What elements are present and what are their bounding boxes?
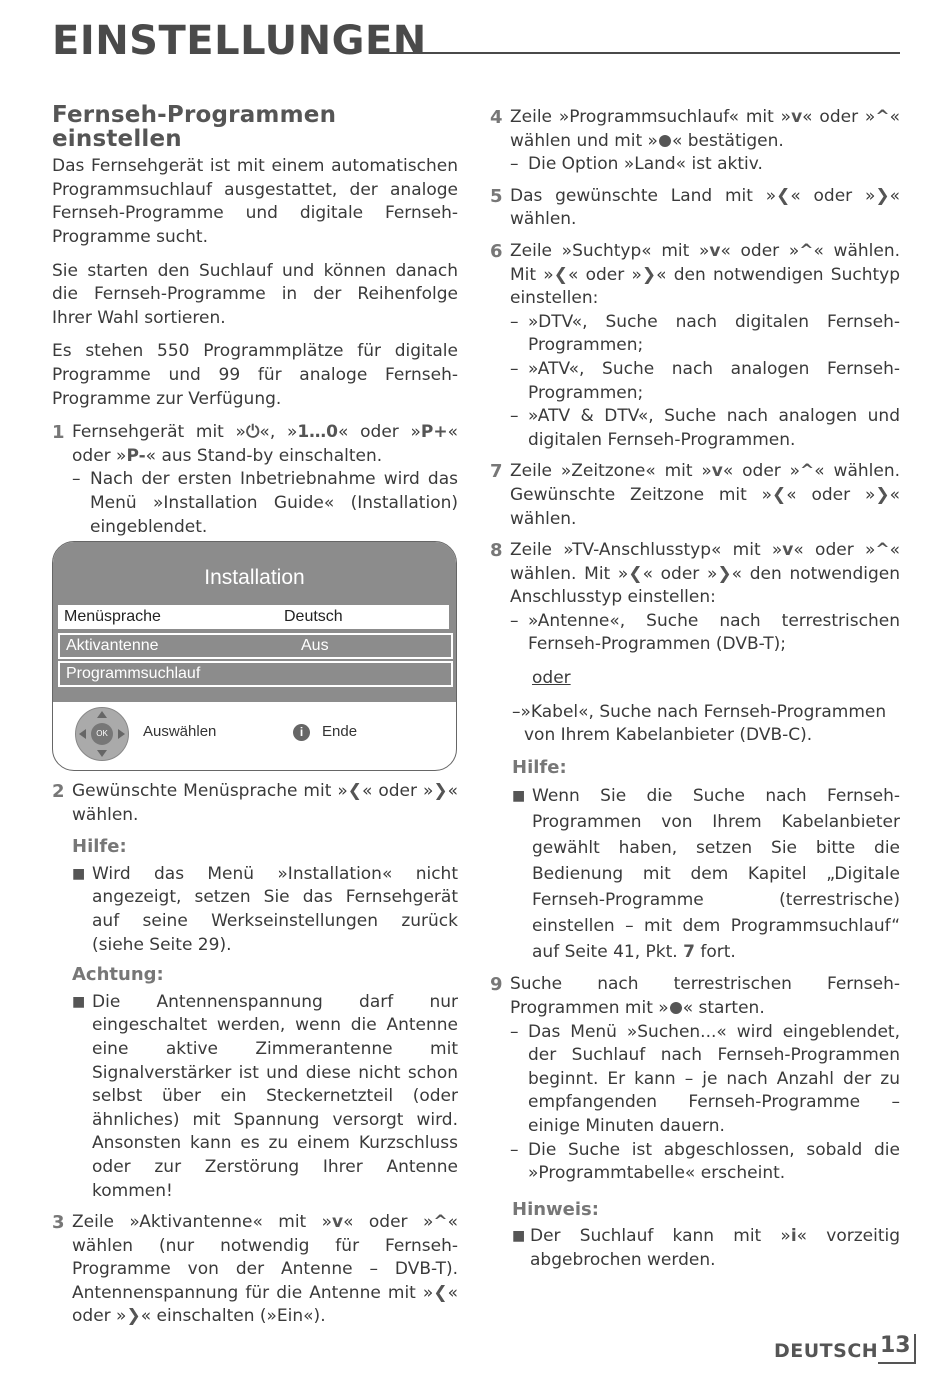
step-9-dash-2	[510, 1139, 900, 1186]
text: «, »	[259, 422, 298, 443]
text: Gewünschte Menüsprache mit »	[72, 781, 348, 801]
dash-mark: –	[510, 1021, 519, 1042]
down-arrow-icon: v	[709, 240, 721, 261]
page-number-bar	[914, 1334, 916, 1364]
step-2	[52, 780, 458, 827]
step-6-dash-3	[510, 405, 900, 452]
oder-label: oder	[532, 668, 571, 689]
text: « wählen.	[510, 185, 900, 230]
step-number: 4	[490, 107, 503, 128]
step-1	[52, 421, 458, 539]
info-key-icon: i	[790, 1226, 797, 1247]
step-3	[52, 1211, 458, 1329]
text: « wählen. Gewünschte Zeitzone mit »	[510, 461, 900, 505]
intro-paragraph-1: Das Fernsehgerät ist mit einem automatischen Programmsuchlauf ausgestattet, der analoge Fernseh-Programme und digitale Fernseh-Programme sucht.	[52, 156, 458, 247]
left-arrow-icon: ❮	[776, 185, 791, 206]
menu-row-aktivantenne[interactable]	[58, 633, 453, 659]
text: « bestätigen.	[671, 130, 784, 151]
step-4	[490, 106, 900, 177]
up-arrow-icon: ^	[875, 540, 890, 561]
menu-row-label: Programmsuchlauf	[66, 665, 201, 682]
step-9-dash-1	[510, 1021, 900, 1139]
text: « oder »	[338, 422, 421, 443]
dash-text: Die Option »Land« ist aktiv.	[528, 154, 763, 175]
dash-text: »ATV«, Suche nach analogen Fernseh-Programmen;	[528, 358, 900, 403]
menu-row-label: Aktivantenne	[66, 637, 159, 654]
text: « vorzeitig abgebrochen werden.	[530, 1226, 900, 1270]
step-body	[72, 780, 458, 827]
hint-title: Hinweis:	[512, 1198, 599, 1220]
step-body	[72, 421, 458, 539]
dash-mark: –	[510, 154, 519, 175]
page-header-title: EINSTELLUNGEN	[52, 18, 427, 64]
dash-text: Nach der ersten Inbetriebnahme wird das Menü »Installation Guide« (Installation) eingeblendet.	[90, 469, 458, 537]
dash-mark: –	[72, 469, 81, 490]
text: Zeile »Programmsuchlauf« mit »	[510, 107, 792, 127]
warning-title: Achtung:	[72, 964, 164, 986]
left-arrow-icon: ❮	[553, 264, 568, 285]
text: Zeile »Zeitzone« mit »	[510, 461, 712, 482]
page-number: 13	[880, 1333, 911, 1358]
step-number: 8	[490, 540, 503, 562]
right-arrow-icon: ❯	[875, 484, 890, 505]
step-1-dash	[72, 468, 458, 539]
up-arrow-icon: ^	[800, 461, 815, 482]
menu-title: Installation	[204, 566, 305, 589]
text: « oder »	[567, 264, 642, 285]
step-body	[72, 1211, 458, 1329]
help-note	[512, 783, 900, 965]
menu-row-menusprache[interactable]	[58, 605, 449, 629]
step-body	[510, 185, 900, 232]
text: « wählen.	[510, 484, 900, 529]
kabel-line-1: –»Kabel«, Suche nach Fernseh-Programmen	[512, 701, 887, 722]
text: « wählen. Mit »	[510, 540, 900, 584]
menu-row-label: Menüsprache	[64, 608, 161, 625]
step-body	[510, 460, 900, 531]
help-note	[72, 863, 458, 957]
down-arrow-icon: v	[332, 1212, 344, 1233]
right-column	[490, 106, 900, 1279]
text: « wählen und mit »	[510, 107, 900, 151]
step-5	[490, 185, 900, 232]
bullet-icon: ■	[72, 993, 86, 1010]
page-number-underline	[878, 1362, 914, 1364]
note-text: Wird das Menü »Installation« nicht angezeigt, setzen Sie das Fernsehgerät auf seine Werkseinstellungen zurück (siehe Seite 29).	[92, 863, 458, 955]
bullet-icon: ■	[512, 1228, 526, 1245]
text: « den notwendigen Suchtyp einstellen:	[510, 264, 900, 309]
right-arrow-icon: ❯	[875, 185, 890, 206]
text: « oder »	[720, 240, 800, 261]
navigation-pad-icon	[75, 707, 129, 761]
text: « oder »	[642, 563, 718, 584]
end-label: Ende	[322, 723, 358, 740]
ok-dot-icon	[670, 1002, 682, 1014]
text: Mit »	[510, 264, 554, 285]
step-number: 9	[490, 974, 503, 996]
step-body	[510, 539, 900, 657]
dash-mark: –	[510, 406, 519, 427]
right-arrow-icon: ❯	[717, 563, 732, 584]
text: « wählen.	[72, 781, 459, 825]
p-minus-key: P-	[126, 445, 146, 466]
left-arrow-icon: ❮	[628, 563, 643, 584]
intro-paragraph-2: Sie starten den Suchlauf und können danach die Fernseh-Programme in der Reihenfolge Ihrer Wahl sortieren.	[52, 260, 458, 328]
power-icon: ⏻	[245, 422, 260, 443]
section-title: Fernseh-Programmen einstellen	[52, 102, 337, 152]
ok-button-icon: OK	[91, 723, 113, 745]
right-arrow-icon: ❯	[433, 781, 448, 801]
dash-text: »DTV«, Suche nach digitalen Fernseh-Programmen;	[528, 311, 900, 356]
select-label: Auswählen	[143, 723, 217, 740]
step-number: 5	[490, 185, 503, 207]
warning-note	[72, 991, 458, 1203]
text: « aus Stand-by einschalten.	[145, 445, 383, 466]
text: « oder »	[361, 781, 434, 801]
right-arrow-icon: ❯	[126, 1306, 141, 1327]
step-7	[490, 460, 900, 531]
text: « oder »	[793, 540, 876, 561]
text: Wenn Sie die Suche nach Fernseh-Programmen von Ihrem Kabelanbieter gewählt haben, setzen Sie bitte die Bedienung mit dem Kapitel „Digitale Fernseh-Programme (terrestrische) einstellen – mit dem Programmsuchlauf“ auf Seite 41, Pkt.	[532, 786, 900, 963]
text: « oder »	[786, 484, 876, 505]
help-title: Hilfe:	[72, 836, 127, 858]
dash-text: »Antenne«, Suche nach terrestrischen Fernseh-Programmen (DVB-T);	[528, 610, 900, 655]
kabel-line-2: von Ihrem Kabelanbieter (DVB-C).	[524, 725, 813, 746]
step-8	[490, 539, 900, 657]
up-arrow-icon: ^	[875, 107, 890, 127]
text: Zeile »Aktivantenne« mit »	[72, 1212, 333, 1233]
menu-row-value: Deutsch	[284, 608, 343, 625]
dash-mark: –	[510, 358, 519, 379]
help-title: Hilfe:	[512, 756, 567, 778]
text: « oder »	[722, 461, 801, 482]
installation-menu	[52, 541, 457, 771]
up-arrow-icon: ^	[799, 240, 814, 261]
step-6-dash-2	[510, 358, 900, 405]
header-rule	[372, 52, 900, 54]
text: Das gewünschte Land mit »	[510, 185, 777, 206]
text: Zeile »TV-Anschlusstyp« mit »	[510, 540, 783, 561]
text: « wählen.	[813, 240, 901, 261]
bullet-icon: ■	[72, 865, 86, 882]
text: « oder »	[72, 1282, 458, 1327]
footer-language: DEUTSCH	[774, 1340, 879, 1362]
dash-mark: –	[510, 1139, 519, 1160]
dash-mark: –	[510, 610, 519, 631]
down-arrow-icon: v	[791, 107, 803, 127]
text: « oder »	[802, 107, 876, 127]
bullet-icon: ■	[512, 788, 526, 805]
text: « starten.	[682, 998, 765, 1019]
intro-paragraph-3: Es stehen 550 Programmplätze für digitale Programme und 99 für analoge Fernseh-Programme zur Verfügung.	[52, 341, 458, 409]
ok-dot-icon	[659, 135, 671, 147]
dash-text: Das Menü »Suchen...« wird eingeblendet, der Suchlauf nach Fernseh-Programmen beginnt. Er kann – je nach Anzahl der zu empfangenden Fernseh-Programme – einige Minuten dauern.	[528, 1021, 900, 1136]
step-number: 1	[52, 422, 65, 444]
step-number: 7	[490, 461, 503, 483]
step-number: 3	[52, 1212, 65, 1234]
number-keys: 1…0	[297, 422, 339, 443]
up-arrow-icon: ^	[433, 1212, 448, 1233]
down-arrow-icon: v	[711, 461, 723, 482]
step-body	[510, 240, 900, 452]
step-body	[510, 106, 900, 177]
dash-text: Die Suche ist abgeschlossen, sobald die »Programmtabelle« erscheint.	[528, 1139, 900, 1184]
step-4-dash	[510, 153, 900, 177]
menu-row-value: Aus	[301, 637, 329, 654]
text: Der Suchlauf kann mit »	[530, 1226, 791, 1247]
step-number: 2	[52, 781, 65, 802]
hint-note	[512, 1225, 900, 1272]
text: « oder »	[343, 1212, 434, 1233]
left-arrow-icon: ❮	[347, 781, 362, 801]
note-text	[530, 1225, 900, 1272]
text: Zeile »Suchtyp« mit »	[510, 240, 710, 261]
menu-row-programmsuchlauf[interactable]	[58, 661, 453, 687]
text: « den notwendigen Anschlusstyp einstellen:	[510, 563, 900, 608]
info-icon: i	[293, 724, 310, 741]
step-number: 6	[490, 240, 503, 262]
step-6-dash-1	[510, 311, 900, 358]
text: « einschalten (»Ein«).	[140, 1306, 326, 1327]
left-arrow-icon: ❮	[433, 1282, 448, 1303]
text: Fernsehgerät mit »	[72, 422, 246, 443]
text: « oder »	[790, 185, 876, 206]
step-ref: 7	[683, 942, 695, 963]
left-arrow-icon: ❮	[772, 484, 787, 505]
text: « wählen (nur notwendig für Fernseh-Programme von der Antenne – DVB-T). Antennenspannung für die Antenne mit »	[72, 1212, 459, 1303]
left-column-lower	[52, 780, 458, 1337]
dash-mark: –	[510, 311, 519, 332]
text: « oder »	[72, 422, 459, 466]
down-arrow-icon: v	[782, 540, 794, 561]
left-column	[52, 104, 458, 547]
p-plus-key: P+	[420, 422, 448, 443]
note-text	[532, 783, 900, 965]
step-9	[490, 973, 900, 1185]
note-text: Die Antennenspannung darf nur eingeschaltet werden, wenn die Antenne eine aktive Zimmerantenne mit Signalverstärker ist und diese nicht schon selbst über ein Steckernetzteil (oder ähnliches) mit Spannung versorgt wird. Ansonsten kann es zu einem Kurzschluss oder zur Zerstörung Ihrer Antenne kommen!	[92, 991, 458, 1201]
right-arrow-icon: ❯	[641, 264, 657, 285]
dash-text: »ATV & DTV«, Suche nach analogen und digitalen Fernseh-Programmen.	[528, 406, 900, 450]
step-6	[490, 240, 900, 452]
step-body	[510, 973, 900, 1185]
text: Suche nach terrestrischen Fernseh-Programmen mit »	[510, 974, 900, 1019]
text: fort.	[694, 942, 736, 963]
step-8-dash-1	[510, 610, 900, 657]
